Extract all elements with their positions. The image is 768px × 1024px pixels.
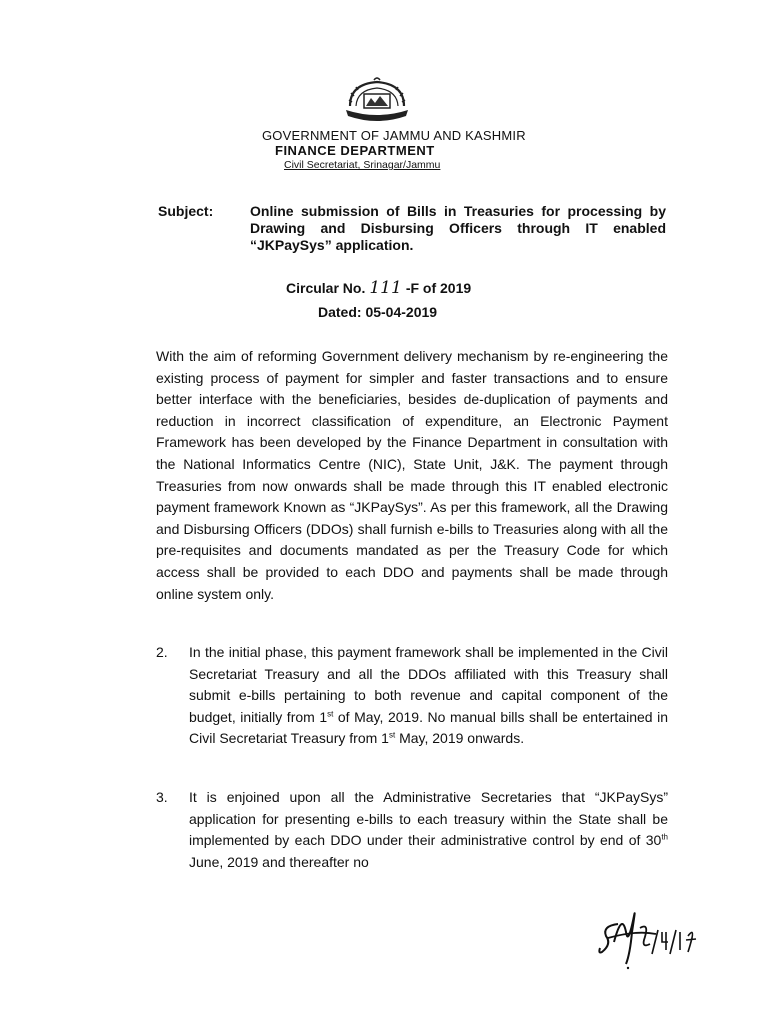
circular-handwritten-number: 111 bbox=[369, 278, 402, 298]
circular-prefix: Circular No. bbox=[286, 280, 366, 296]
body-paragraph-1: With the aim of reforming Government delivery mechanism by re-engineering the existing process of payment for simpler and faster transactions and to ensure better interface with the beneficiaries, besides de-duplication of payments and reduction in incorrect classification of expenditure, an Electronic Payment Framework has been developed by the Finance Department in consultation with the National Informatics Centre (NIC), State Unit, J&K. The payment through Treasuries from now onwards shall be made through this IT enabled electronic payment framework Known as “JKPaySys”. As per this framework, all the Drawing and Disbursing Officers (DDOs) shall furnish e-bills to Treasuries along with all the pre-requisites and documents mandated as per the Treasury Code for which access shall be provided to each DDO and payments shall be made through online system only. bbox=[156, 348, 668, 602]
circular-number bbox=[286, 278, 471, 298]
office-address: Civil Secretariat, Srinagar/Jammu bbox=[284, 159, 441, 171]
subject-label: Subject: bbox=[158, 203, 214, 219]
circular-date: Dated: 05-04-2019 bbox=[318, 304, 438, 320]
item-text: It is enjoined upon all the Administrative Secretaries that “JKPaySys” application for presenting e-bills to each treasury within the State shall be implemented by each DDO under their administrative control by end of 30th June, 2019 and thereafter no bbox=[189, 789, 668, 870]
government-name: GOVERNMENT OF JAMMU AND KASHMIR bbox=[262, 128, 526, 143]
circular-suffix: -F of 2019 bbox=[405, 280, 472, 296]
item-number: 3. bbox=[156, 789, 168, 805]
item-text: In the initial phase, this payment framework shall be implemented in the Civil Secretariat Treasury and all the DDOs affiliated with this Treasury shall submit e-bills pertaining to both revenue and capital component of the budget, initially from 1st of May, 2019. No manual bills shall be entertained in Civil Secretariat Treasury from 1st May, 2019 onwards. bbox=[189, 644, 668, 747]
handwritten-signature bbox=[596, 902, 716, 972]
item-number: 2. bbox=[156, 644, 168, 660]
subject-text: Online submission of Bills in Treasuries for processing by Drawing and Disbursing Officers through IT enabled “JKPaySys” application. bbox=[250, 203, 666, 253]
state-emblem-icon bbox=[340, 76, 414, 128]
department-name: FINANCE DEPARTMENT bbox=[275, 143, 435, 158]
